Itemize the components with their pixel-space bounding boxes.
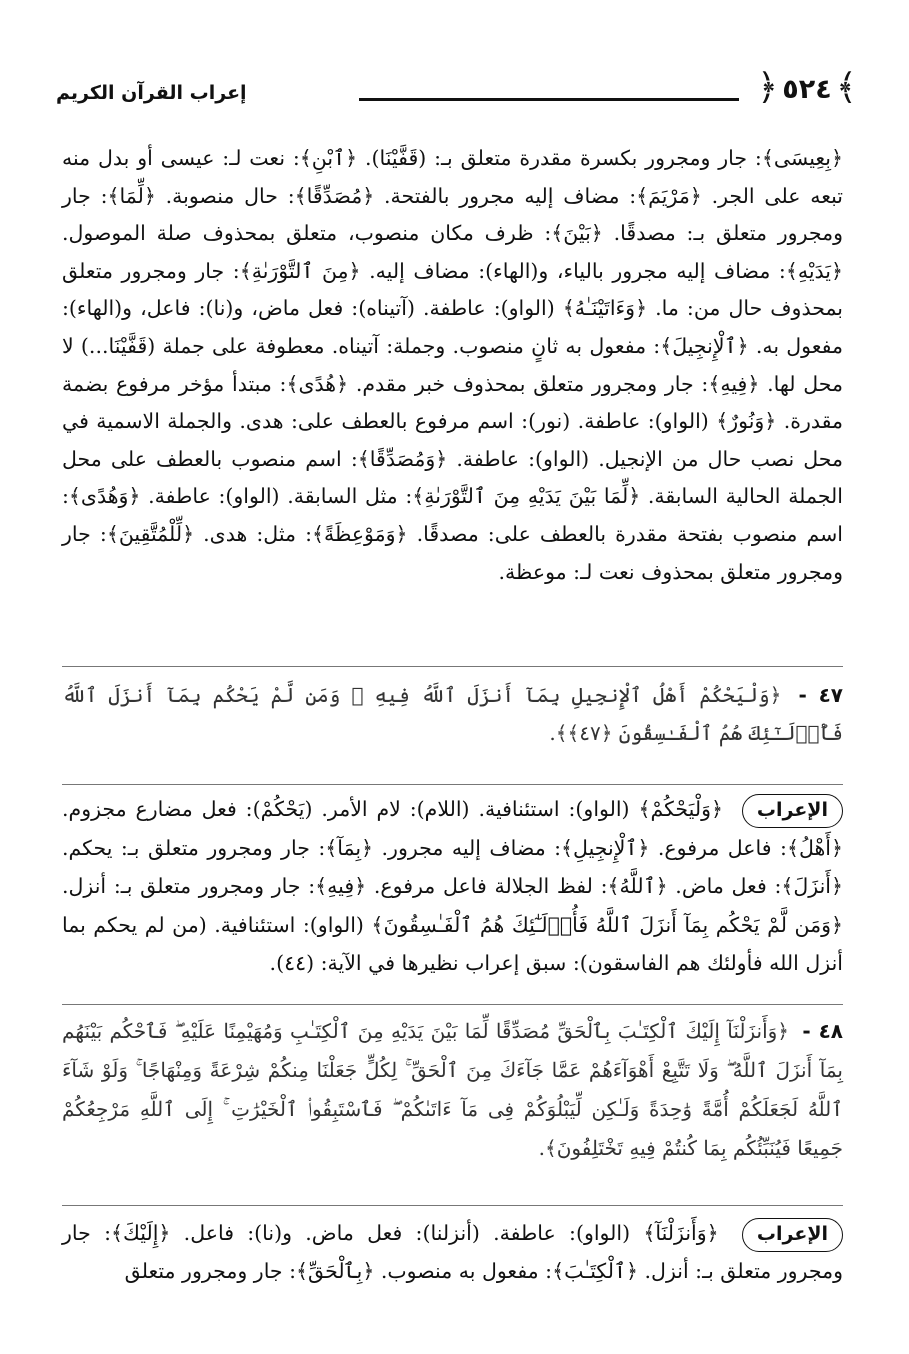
verse-47 xyxy=(62,676,843,752)
verse-48-text: ﴿وَأَنزَلْنَآ إِلَيْكَ ٱلْكِتَـٰبَ بِٱلْحَقِّ مُصَدِّقًا لِّمَا بَيْنَ يَدَيْهِ مِنَ ٱلْكِتَـٰبِ وَمُهَيْمِنًا عَلَيْهِ ۖ فَٱحْكُم بَيْنَهُم بِمَآ أَنزَلَ ٱللَّهُ ۖ وَلَا تَتَّبِعْ أَهْوَآءَهُمْ عَمَّا جَآءَكَ مِنَ ٱلْحَقِّ ۚ لِكُلٍّ جَعَلْنَا مِنكُمْ شِرْعَةً وَمِنْهَاجًا ۚ وَلَوْ شَآءَ ٱللَّهُ لَجَعَلَكُمْ أُمَّةً وَٰحِدَةً وَلَـٰكِن لِّيَبْلُوَكُمْ فِى مَآ ءَاتَىٰكُمْ ۖ فَٱسْتَبِقُوا۟ ٱلْخَيْرَٰتِ ۚ إِلَى ٱللَّهِ مَرْجِعُكُمْ جَمِيعًا فَيُنَبِّئُكُم بِمَا كُنتُمْ فِيهِ تَخْتَلِفُونَ﴾. xyxy=(62,1019,843,1160)
verse-47-number: ٤٧ - xyxy=(798,683,844,707)
verse-48 xyxy=(62,1012,843,1168)
irab-47 xyxy=(62,790,843,983)
book-title: إعراب القرآن الكريم xyxy=(56,82,247,104)
header-rule xyxy=(359,98,739,101)
brace-left-icon: ﴿ xyxy=(757,67,779,108)
page-header xyxy=(56,62,857,120)
intro-text: ﴿بِعِيسَى﴾: جار ومجرور بكسرة مقدرة متعلق بـ: (قَفَّيْنَا). ﴿ٱبْنِ﴾: نعت لـ: عيسى أو بدل منه تبعه على الجر. ﴿مَرْيَمَ﴾: مضاف إليه مجرور بالفتحة. ﴿مُصَدِّقًا﴾: حال منصوبة. ﴿لِّمَا﴾: جار ومجرور متعلق بـ: مصدقًا. ﴿بَيْنَ﴾: ظرف مكان منصوب، متعلق بمحذوف صلة الموصول. ﴿يَدَيْهِ﴾: مضاف إليه مجرور بالياء، و(الهاء): مضاف إليه. ﴿مِنَ ٱلتَّوْرَىٰةِ﴾: جار ومجرور متعلق بمحذوف حال من: ما. ﴿وَءَاتَيْنَـٰهُ﴾ (الواو): عاطفة. (آتيناه): فعل ماض، و(نا): فاعل، و(الهاء): مفعول به. ﴿ٱلْإِنجِيلَ﴾: مفعول به ثانٍ منصوب. وجملة: آتيناه. معطوفة على جملة (قَفَّيْنَا...) لا محل لها. ﴿فِيهِ﴾: جار ومجرور متعلق بمحذوف خبر مقدم. ﴿هُدًى﴾: مبتدأ مؤخر مرفوع بضمة مقدرة. ﴿وَنُورٌ﴾ (الواو): عاطفة. (نور): اسم مرفوع بالعطف على: هدى. والجملة الاسمية في محل نصب حال من الإنجيل. (الواو): عاطفة. ﴿وَمُصَدِّقًا﴾: اسم منصوب بالعطف على محل الجملة الحالية السابقة. ﴿لِّمَا بَيْنَ يَدَيْهِ مِنَ ٱلتَّوْرَىٰةِ﴾: مثل السابقة. (الواو): عاطفة. ﴿وَهُدًى﴾: اسم منصوب بفتحة مقدرة بالعطف على: مصدقًا. ﴿وَمَوْعِظَةً﴾: مثل: هدى. ﴿لِّلْمُتَّقِينَ﴾: جار ومجرور متعلق بمحذوف نعت لـ: موعظة. xyxy=(62,146,844,584)
intro-paragraph xyxy=(62,140,843,591)
verse-48-number: ٤٨ - xyxy=(802,1019,844,1043)
verse-47-text: ﴿وَلْيَحْكُمْ أَهْلُ ٱلْإِنجِيلِ بِمَآ أَنزَلَ ٱللَّهُ فِيهِ ۚ وَمَن لَّمْ يَحْكُم بِمَآ أَنزَلَ ٱللَّهُ فَأُو۟لَـٰٓئِكَ هُمُ ٱلْفَـٰسِقُونَ ﴿٤٧﴾﴾. xyxy=(62,683,843,745)
irab-47-label: الإعراب xyxy=(742,794,843,828)
page-number xyxy=(757,68,857,112)
section-divider xyxy=(62,1205,843,1206)
section-divider xyxy=(62,784,843,785)
irab-48-label: الإعراب xyxy=(742,1218,843,1252)
section-divider xyxy=(62,666,843,667)
irab-48-text: ﴿وَأَنزَلْنَآ﴾ (الواو): عاطفة. (أنزلنا): فعل ماض. و(نا): فاعل. ﴿إِلَيْكَ﴾: جار ومجرور متعلق بـ: أنزل. ﴿ٱلْكِتَـٰبَ﴾: مفعول به منصوب. ﴿بِٱلْحَقِّ﴾: جار ومجرور متعلق xyxy=(62,1221,843,1283)
irab-48 xyxy=(62,1214,843,1290)
brace-right-icon: ﴾ xyxy=(835,67,857,108)
irab-47-text: ﴿وَلْيَحْكُمْ﴾ (الواو): استئنافية. (اللام): لام الأمر. (يَحْكُمْ): فعل مضارع مجزوم. ﴿أَهْلُ﴾: فاعل مرفوع. ﴿ٱلْإِنجِيلِ﴾: مضاف إليه مجرور. ﴿بِمَآ﴾: جار ومجرور متعلق بـ: يحكم. ﴿أَنزَلَ﴾: فعل ماض. ﴿ٱللَّهُ﴾: لفظ الجلالة فاعل مرفوع. ﴿فِيهِ﴾: جار ومجرور متعلق بـ: أنزل. ﴿وَمَن لَّمْ يَحْكُم بِمَآ أَنزَلَ ٱللَّهُ فَأُو۟لَـٰٓئِكَ هُمُ ٱلْفَـٰسِقُونَ﴾ (الواو): استئنافية. (من لم يحكم بما أنزل الله فأولئك هم الفاسقون): سبق إعراب نظيرها في الآية: (٤٤). xyxy=(62,797,843,976)
section-divider xyxy=(62,1004,843,1005)
page-number-text: ٥٢٤ xyxy=(782,74,832,105)
